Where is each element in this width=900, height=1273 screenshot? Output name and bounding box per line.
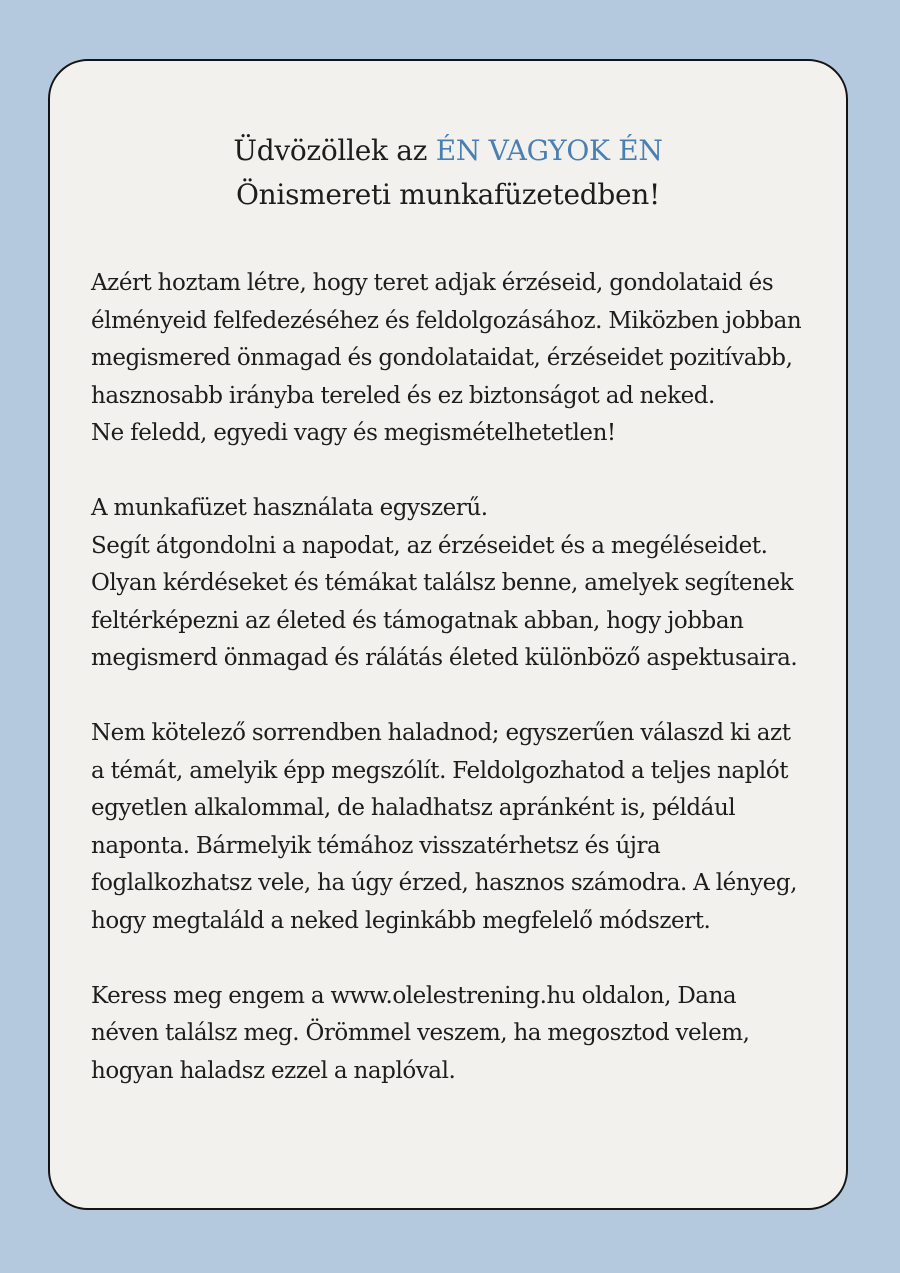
- text-line: foglalkozhatsz vele, ha úgy érzed, hasznos számodra. A lényeg,: [91, 870, 797, 896]
- body-text: [91, 265, 820, 1128]
- document-card: [48, 59, 848, 1210]
- text-line: élményeid felfedezéséhez és feldolgozásához. Miközben jobban: [91, 307, 802, 334]
- usage-paragraph: [91, 490, 820, 678]
- text-line: Segít átgondolni a napodat, az érzéseidet és a megéléseidet.: [91, 532, 768, 559]
- text-line: A munkafüzet használata egyszerű.: [91, 495, 488, 521]
- title-accent: ÉN VAGYOK ÉN: [435, 134, 663, 167]
- text-line: a témát, amelyik épp megszólít. Feldolgozhatod a teljes naplót: [91, 757, 789, 784]
- text-line: megismerd önmagad és rálátás életed különböző aspektusaira.: [91, 645, 798, 671]
- text-line: Olyan kérdéseket és témákat találsz benne, amelyek segítenek: [91, 570, 794, 596]
- order-paragraph: [91, 715, 820, 940]
- text-line: Keress meg engem a www.olelestrening.hu oldalon, Dana: [91, 982, 737, 1009]
- title-prefix: Üdvözöllek az: [233, 134, 436, 167]
- text-line: hogyan haladsz ezzel a naplóval.: [91, 1057, 456, 1084]
- text-line: feltérképezni az életed és támogatnak abban, hogy jobban: [91, 607, 744, 634]
- contact-paragraph: [91, 978, 820, 1091]
- text-line: néven találsz meg. Örömmel veszem, ha megosztod velem,: [91, 1020, 750, 1046]
- text-line: megismered önmagad és gondolataidat, érzéseidet pozitívabb,: [91, 345, 793, 371]
- text-line: naponta. Bármelyik témához visszatérhetsz és újra: [91, 832, 661, 859]
- page-title: [50, 129, 846, 217]
- title-line-2: Önismereti munkafüzetedben!: [236, 178, 660, 211]
- text-line: egyetlen alkalommal, de haladhatsz apránként is, például: [91, 795, 736, 821]
- text-line: Nem kötelező sorrendben haladnod; egyszerűen válaszd ki azt: [91, 720, 791, 746]
- text-line: hasznosabb irányba tereled és ez biztonságot ad neked.: [91, 382, 715, 409]
- text-line: Azért hoztam létre, hogy teret adjak érzéseid, gondolataid és: [91, 270, 774, 296]
- text-line: hogy megtaláld a neked leginkább megfelelő módszert.: [91, 907, 711, 934]
- intro-paragraph: [91, 265, 820, 453]
- text-line: Ne feledd, egyedi vagy és megismételhetetlen!: [91, 420, 616, 446]
